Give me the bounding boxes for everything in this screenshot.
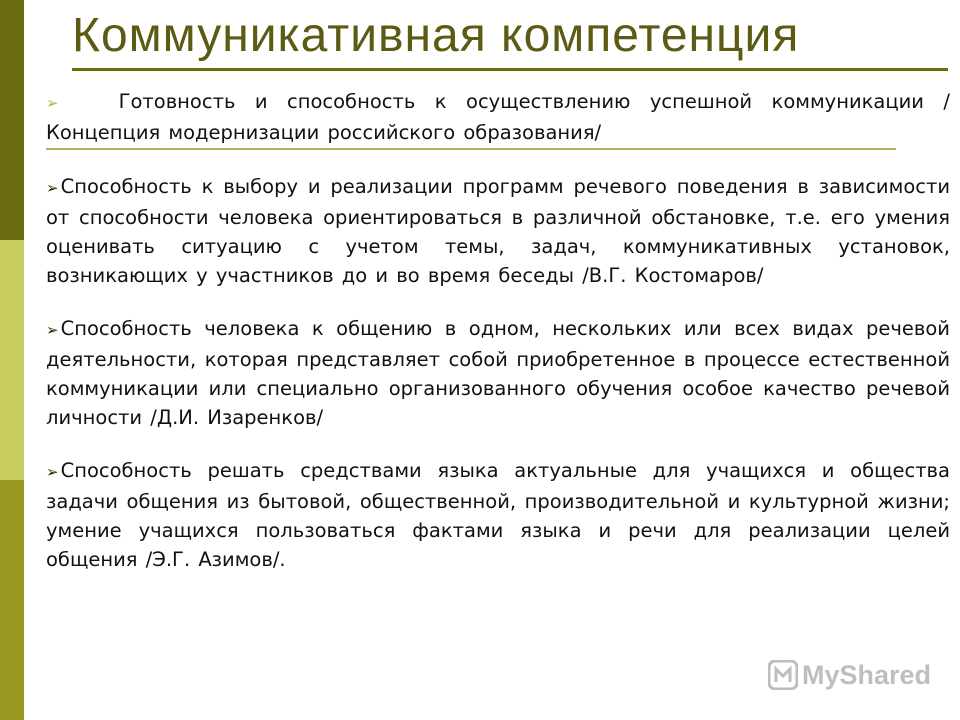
bullet-item [46,172,950,290]
bullet-text: Способность к выбору и реализации программ речевого поведения в зависимости от способности человека ориентироваться в различной обстановке, т.е. его умения оценивать ситуацию с учетом темы, задач, коммуникативных установок, возникающих у участников до и во время беседы /В.Г. Костомаров/ [46,175,950,287]
title-underline [72,68,948,71]
watermark [768,658,932,692]
arrow-bullet-icon: ➢ [46,179,59,197]
title-block [72,6,952,66]
divider [46,148,896,150]
sidebar-segment-dark [0,0,24,240]
arrow-bullet-icon: ➢ [46,94,59,112]
bullet-text: Способность человека к общению в одном, нескольких или всех видах речевой деятельности, которая представляет собой приобретенное в процессе естественной коммуникации или специально организованного обучения особое качество речевой личности /Д.И. Изаренков/ [46,317,950,429]
sidebar-segment-light [0,240,24,480]
sidebar-decor [0,0,24,720]
slide-title: Коммуникативная компетенция [72,9,800,62]
bullet-item [46,87,950,145]
bullet-text: Готовность и способность к осуществлению успешной коммуникации /Концепция модернизации российского образования/ [46,90,950,144]
myshared-logo-icon [768,660,798,690]
arrow-bullet-icon: ➢ [46,321,59,339]
sidebar-segment-mid [0,480,24,720]
bullet-item [46,456,950,574]
arrow-bullet-icon: ➢ [46,463,59,481]
bullet-item [46,314,950,432]
slide-content [46,87,950,574]
watermark-text: MyShared [802,659,932,690]
bullet-text: Способность решать средствами языка актуальные для учащихся и общества задачи общения из бытовой, общественной, производительной и культурной жизни; умение учащихся пользоваться фактами языка и речи для реализации целей общения /Э.Г. Азимов/. [46,459,950,571]
